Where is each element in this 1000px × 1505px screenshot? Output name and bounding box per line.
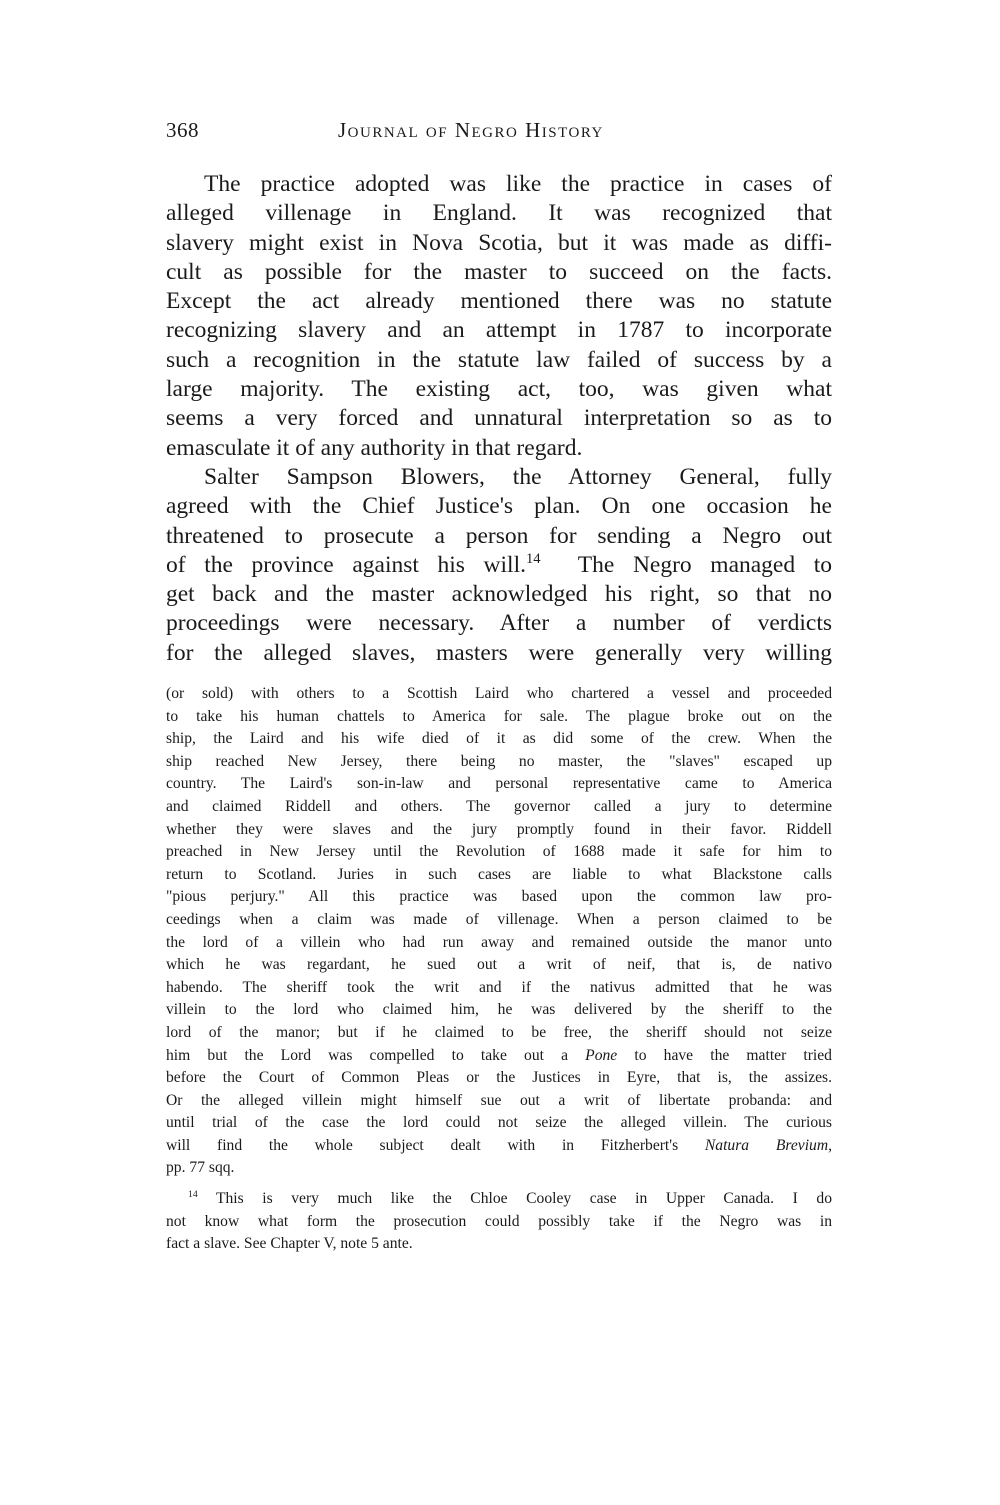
running-head: Journal of Negro History [338,118,604,142]
text-line: large majority. The existing act, too, was given what [166,376,832,403]
footnote-line: before the Court of Common Pleas or the Justices in Eyre, that is, the assizes. [166,1069,832,1087]
footnote-gap [166,1180,832,1188]
italic-term: Pone [585,1046,618,1064]
footnote-line: the lord of a villein who had run away and remained outside the manor unto [166,933,832,951]
footnote-line: which he was regardant, he sued out a writ of neif, that is, de nativo [166,956,832,974]
text-fragment: of the province against his will. [166,551,526,578]
footnote-line [166,1188,832,1211]
text-line: agreed with the Chief Justice's plan. On one occasion he [166,493,832,520]
footnote-line: to take his human chattels to America for sale. The plague broke out on the [166,707,832,725]
text-line: Except the act already mentioned there was no statute [166,288,832,315]
footnote-14 [166,1188,832,1256]
footnote-line: ship, the Laird and his wife died of it as did some of the crew. When the [166,730,832,748]
footnote-line: ship reached New Jersey, there being no master, the "slaves" escaped up [166,752,832,770]
footnote-line: villein to the lord who claimed him, he was delivered by the sheriff to the [166,1001,832,1019]
footnote-ref: 14 [526,551,541,568]
footnote-line: Or the alleged villein might himself sue out a writ of libertate probanda: and [166,1091,832,1109]
text-fragment: him but the Lord was compelled to take out a [166,1046,569,1064]
footnote-line: not know what form the prosecution could possibly take if the Negro was in [166,1212,832,1230]
text-line: alleged villenage in England. It was recognized that [166,200,832,227]
paragraph [166,170,832,463]
body-text [166,170,832,668]
text-fragment: will find the whole subject dealt with in Fitzherbert's [166,1136,679,1154]
text-line: Salter Sampson Blowers, the Attorney General, fully [204,463,832,490]
footnote-line: preached in New Jersey until the Revolution of 1688 made it safe for him to [166,843,832,861]
text-line-with-note [166,551,832,580]
paragraph [166,463,832,668]
text-line: threatened to prosecute a person for sending a Negro out [166,522,832,549]
text-fragment: This is very much like the Chloe Cooley case in Upper Canada. I do [215,1190,832,1208]
footnote-line [166,1045,832,1068]
text-line: cult as possible for the master to succeed on the facts. [166,258,832,285]
footnote-line: ceedings when a claim was made of villenage. When a person claimed to be [166,910,832,928]
text-line: get back and the master acknowledged his right, so that no [166,581,832,608]
italic-title: Natura Brevium, [704,1136,832,1154]
footnote-line: habendo. The sheriff took the writ and if the nativus admitted that he was [166,978,832,996]
text-line: recognizing slavery and an attempt in 1787 to incorporate [166,317,832,344]
footnote-line: and claimed Riddell and others. The governor called a jury to determine [166,797,832,815]
footnote-line: lord of the manor; but if he claimed to be free, the sheriff should not seize [166,1023,832,1041]
footnote-line: "pious perjury." All this practice was based upon the common law pro- [166,888,832,906]
page-number: 368 [166,118,199,142]
text-line: such a recognition in the statute law failed of success by a [166,346,832,373]
footnote-line: pp. 77 sqq. [166,1159,235,1177]
footnote-line: until trial of the case the lord could not seize the alleged villein. The curious [166,1114,832,1132]
footnote-continued [166,683,832,1180]
text-line: slavery might exist in Nova Scotia, but it was made as diffi- [166,229,832,256]
text-line: proceedings were necessary. After a number of verdicts [166,610,832,637]
text-fragment: The Negro managed to [577,551,832,578]
footnote-line: fact a slave. See Chapter V, note 5 ante. [166,1235,413,1253]
footnote-line: return to Scotland. Juries in such cases are liable to what Blackstone calls [166,865,832,883]
text-line: for the alleged slaves, masters were generally very willing [166,639,832,666]
footnote-line [166,1135,832,1158]
text-line: emasculate it of any authority in that regard. [166,434,583,461]
text-fragment: to have the matter tried [634,1046,832,1064]
footnote-number: 14 [188,1188,198,1200]
footnote-line: country. The Laird's son-in-law and personal representative came to America [166,775,832,793]
footnote-line: (or sold) with others to a Scottish Laird who chartered a vessel and proceeded [166,685,832,702]
footnote-line: whether they were slaves and the jury promptly found in their favor. Riddell [166,820,832,838]
footnotes [166,683,832,1256]
page-header [166,118,832,150]
text-line: seems a very forced and unnatural interpretation so as to [166,405,832,432]
text-line: The practice adopted was like the practice in cases of [204,171,832,197]
